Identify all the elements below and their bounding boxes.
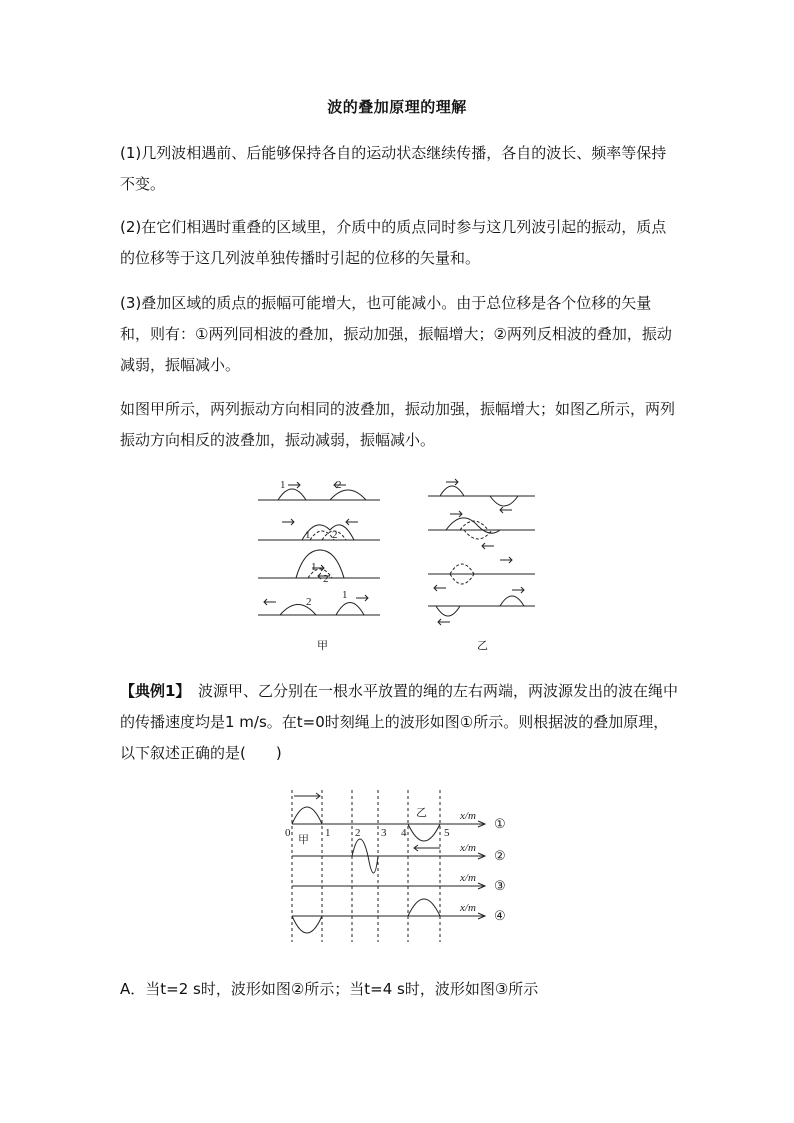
wave-label-2: 2: [306, 596, 312, 608]
row-label-4: ④: [494, 908, 506, 923]
tick-4: 4: [401, 827, 407, 839]
wave-label-2: 2: [332, 529, 338, 541]
paragraph-2: (2)在它们相遇时重叠的区域里，介质中的质点同时参与这几列波引起的振动，质点的位移等于这几列波单独传播时引起的位移的矢量和。: [120, 218, 667, 267]
wave-state-figure: [280, 786, 520, 946]
wave-label-2: 2: [323, 573, 329, 585]
example-text: 波源甲、乙分别在一根水平放置的绳的左右两端，两波源发出的波在绳中的传播速度均是1 m/s。在t=0时刻绳上的波形如图①所示。则根据波的叠加原理，以下叙述正确的是( ): [120, 682, 678, 762]
paragraph-4: 如图甲所示，两列振动方向相同的波叠加，振动加强，振幅增大；如图乙所示，两列振动方向相反的波叠加，振动减弱，振幅减小。: [120, 400, 676, 449]
option-a: A．当t=2 s时，波形如图②所示；当t=4 s时，波形如图③所示: [120, 980, 539, 998]
tick-0: 0: [285, 827, 291, 839]
wave-label-1: 1: [280, 479, 286, 491]
figure-caption-right: 乙: [477, 639, 488, 652]
tick-5: 5: [444, 827, 450, 839]
axis-label: x/m: [460, 872, 476, 884]
wave-label-1: 1: [342, 589, 348, 601]
tick-3: 3: [381, 827, 387, 839]
axis-label: x/m: [460, 810, 476, 822]
row-label-1: ①: [494, 816, 506, 831]
axis-label: x/m: [460, 842, 476, 854]
tick-1: 1: [325, 827, 331, 839]
wave-label-1: 1: [305, 529, 311, 541]
row-label-3: ③: [494, 878, 506, 893]
source-label-left: 甲: [298, 834, 309, 846]
wave-label-2: 2: [336, 479, 342, 491]
example-paragraph: [120, 676, 680, 769]
source-label-right: 乙: [416, 807, 427, 819]
axis-label: x/m: [460, 902, 476, 914]
page-title: 波的叠加原理的理解: [327, 98, 467, 116]
row-label-2: ②: [494, 848, 506, 863]
figure-caption-left: 甲: [317, 639, 328, 652]
paragraph-3: (3)叠加区域的质点的振幅可能增大，也可能减小。由于总位移是各个位移的矢量和，则有：①两列同相波的叠加，振动加强，振幅增大；②两列反相波的叠加，振动减弱，振幅减小。: [120, 294, 672, 374]
paragraph-1: (1)几列波相遇前、后能够保持各自的运动状态继续传播，各自的波长、频率等保持不变。: [120, 144, 667, 193]
tick-2: 2: [355, 827, 361, 839]
wave-label-1: 1: [311, 561, 317, 573]
superposition-figure: [250, 470, 550, 660]
example-tag: 【典例1】: [120, 682, 183, 700]
